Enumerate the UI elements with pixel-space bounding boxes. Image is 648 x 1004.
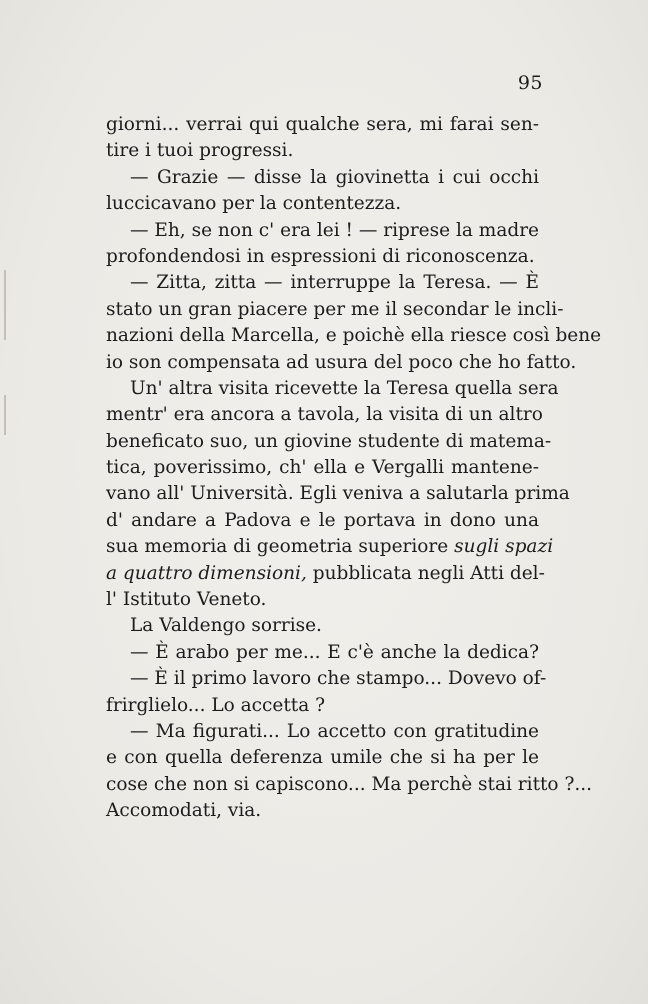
margin-shadow: [4, 395, 6, 435]
text-line: d' andare a Padova e le portava in dono una: [106, 509, 539, 531]
text-line: — Ma figurati... Lo accetto con gratitudine: [130, 720, 539, 742]
text-line: cose che non si capiscono... Ma perchè stai ritto ?...: [106, 773, 593, 795]
margin-shadow: [4, 270, 6, 340]
text-line: giorni... verrai qui qualche sera, mi farai sen-: [106, 114, 539, 135]
text-line: Accomodati, via.: [106, 800, 262, 822]
text-line: vano all' Università. Egli veniva a salutarla prima: [106, 483, 570, 505]
italic-title: a quattro dimensioni,: [106, 562, 307, 584]
text-line: l' Istituto Veneto.: [106, 589, 267, 611]
text-line: [106, 534, 554, 560]
text-line: — Eh, se non c' era lei ! — riprese la madre: [130, 219, 539, 241]
line-text: pubblicata negli Atti del-: [312, 562, 545, 584]
text-line: — Grazie — disse la giovinetta i cui occhi: [130, 166, 539, 188]
text-line: e con quella deferenza umile che si ha per le: [106, 747, 539, 769]
text-line: stato un gran piacere per me il secondar le incli-: [106, 298, 564, 320]
text-line: tire i tuoi progressi.: [106, 140, 294, 162]
text-line: — Zitta, zitta — interruppe la Teresa. — È: [130, 272, 539, 294]
text-line: La Valdengo sorrise.: [130, 615, 322, 637]
text-line: frirglielo... Lo accetta ?: [106, 694, 326, 716]
text-line: io son compensata ad usura del poco che ho fatto.: [106, 351, 577, 373]
italic-title: sugli spazi: [454, 536, 554, 558]
page-number: 95: [517, 72, 543, 94]
text-line: Un' altra visita ricevette la Teresa quella sera: [130, 377, 559, 399]
text-line: nazioni della Marcella, e poichè ella riesce così bene: [106, 325, 602, 347]
text-line: profondendosi in espressioni di riconoscenza.: [106, 245, 535, 267]
text-line: mentr' era ancora a tavola, la visita di un altro: [106, 404, 543, 426]
text-line: luccicavano per la contentezza.: [106, 193, 402, 215]
text-line: beneficato suo, un giovine studente di matema-: [106, 430, 552, 452]
text-line: tica, poverissimo, ch' ella e Vergalli mantene-: [106, 457, 539, 479]
text-line: — È arabo per me... E c'è anche la dedica?: [130, 641, 539, 663]
text-line: — È il primo lavoro che stampo... Dovevo of-: [130, 668, 547, 690]
line-text: sua memoria di geometria superiore: [106, 536, 449, 558]
body-text: [106, 112, 602, 825]
text-line: [106, 561, 545, 587]
